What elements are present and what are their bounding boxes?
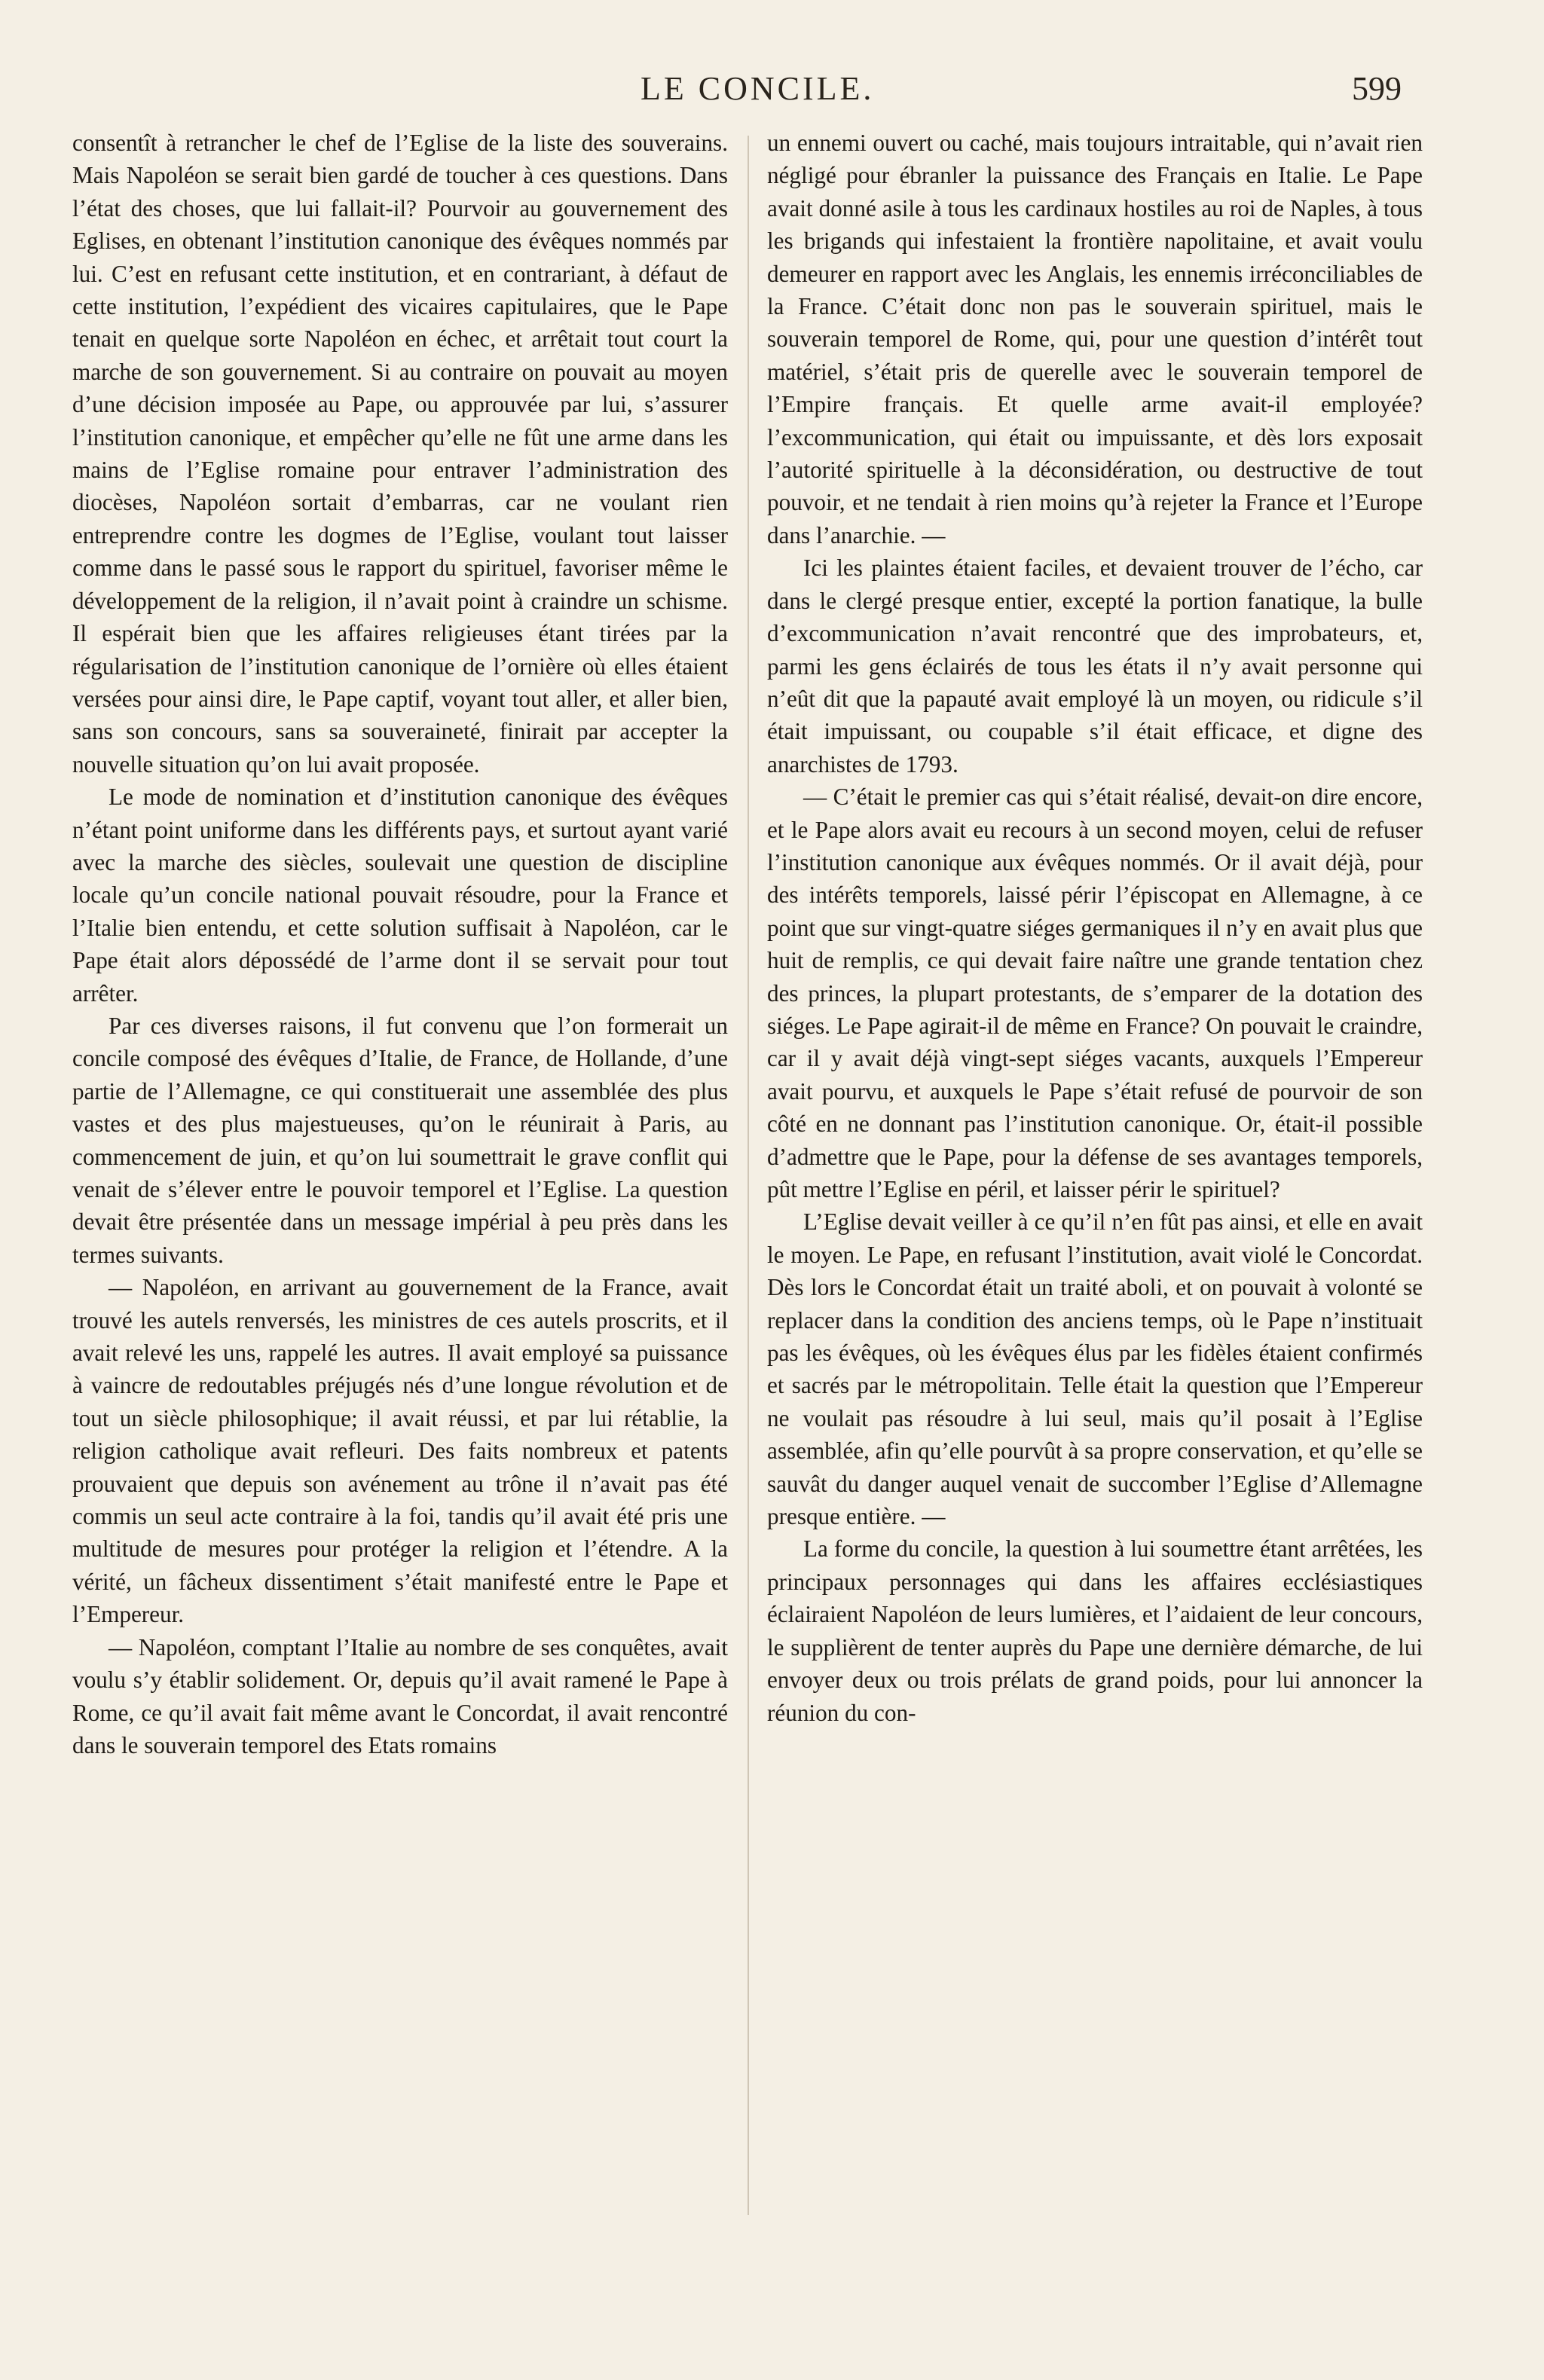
column-divider [748,136,749,2215]
paragraph: L’Eglise devait veiller à ce qu’il n’en fût pas ainsi, et elle en avait le moyen. Le Pape, en refusant l’institution, avait violé le Concordat. Dès lors le Concordat était un traité aboli, et on pouvait à volonté se replacer dans la condition des anciens temps, où le Pape n’instituait pas les évêques, où les évêques élus par les fidèles étaient confirmés et sacrés par le métropolitain. Telle était la question que l’Empereur ne voulait pas résoudre à lui seul, mais qu’il posait à l’Eglise assemblée, afin qu’elle pourvût à sa propre conservation, et qu’elle se sauvât du danger auquel venait de succomber l’Eglise d’Allemagne presque entière. — [767,1208,1423,1530]
running-title: LE CONCILE. [641,70,875,107]
paragraph: La forme du concile, la question à lui soumettre étant arrêtées, les principaux personnages qui dans les affaires ecclésiastiques éclairaient Napoléon de leurs lumières, et l’aidaient de leur concours, le supplièrent de tenter auprès du Pape une dernière démarche, de lui envoyer deux ou trois prélats de grand poids, pour lui annoncer la réunion du con- [767,1535,1423,1726]
left-column [72,127,728,1761]
paragraph: — Napoléon, en arrivant au gouvernement de la France, avait trouvé les autels renversés, les ministres de ces autels proscrits, et il avait relevé les uns, rappelé les autres. Il avait employé sa puissance à vaincre de redoutables préjugés nés d’une longue révolution et de tout un siècle philosophique; il avait réussi, et par lui rétablie, la religion catholique avait refleuri. Des faits nombreux et patents prouvaient que depuis son avénement au trône il n’avait pas été commis un seul acte contraire à la foi, tandis qu’il avait été pris une multitude de mesures pour protéger la religion et l’étendre. A la vérité, un fâcheux dissentiment s’était manifesté entre le Pape et l’Empereur. [72,1274,728,1628]
right-column [767,127,1423,1729]
paragraph: Le mode de nomination et d’institution canonique des évêques n’étant point uniforme dans les différents pays, et surtout ayant varié avec la marche des siècles, soulevait une question de discipline locale qu’un concile national pouvait résoudre, pour la France et l’Italie bien entendu, et cette solution suffisait à Napoléon, car le Pape était alors dépossédé de l’arme dont il se servait pour tout arrêter. [72,784,728,1007]
running-head [0,69,1417,115]
paragraph: Ici les plaintes étaient faciles, et devaient trouver de l’écho, car dans le clergé presque entier, excepté la portion fanatique, la bulle d’excommunication n’avait rencontré que des improbateurs, et, parmi les gens éclairés de tous les états il n’y avait personne qui n’eût dit que la papauté avait employé là un moyen, ou ridicule s’il était impuissant, ou coupable s’il était efficace, et digne des anarchistes de 1793. [767,555,1423,778]
paragraph: Par ces diverses raisons, il fut convenu que l’on formerait un concile composé des évêques d’Italie, de France, de Hollande, d’une partie de l’Allemagne, ce qui constituerait une assemblée des plus vastes et des plus majestueuses, qu’on le réunirait à Paris, au commencement de juin, et qu’on lui soumettrait le grave conflit qui venait de s’élever entre le pouvoir temporel et l’Eglise. La question devait être présentée dans un message impérial à peu près dans les termes suivants. [72,1012,728,1268]
paragraph: — Napoléon, comptant l’Italie au nombre de ses conquêtes, avait voulu s’y établir solidement. Or, depuis qu’il avait ramené le Pape à Rome, ce qu’il avait fait même avant le Concordat, il avait rencontré dans le souverain temporel des Etats romains [72,1633,728,1758]
paragraph: consentît à retrancher le chef de l’Eglise de la liste des souverains. Mais Napoléon se serait bien gardé de toucher à ces questions. Dans l’état des choses, que lui fallait-il? Pourvoir au gouvernement des Eglises, en obtenant l’institution canonique des évêques nommés par lui. C’est en refusant cette institution, et en contrariant, à défaut de cette institution, l’expédient des vicaires capitulaires, que le Pape tenait en quelque sorte Napoléon en échec, et arrêtait tout court la marche de son gouvernement. Si au contraire on pouvait au moyen d’une décision imposée au Pape, ou approuvée par lui, s’assurer l’institution canonique, et empêcher qu’elle ne fût une arme dans les mains de l’Eglise romaine pour entraver l’administration des diocèses, Napoléon sortait d’embarras, car ne voulant rien entreprendre contre les dogmes de l’Eglise, voulant tout laisser comme dans le passé sous le rapport du spirituel, favoriser même le développement de la religion, il n’avait point à craindre un schisme. Il espérait bien que les affaires religieuses étant tirées par la régularisation de l’institution canonique de l’ornière où elles étaient versées pour ainsi dire, le Pape captif, voyant tout aller, et aller bien, sans son concours, sans sa souveraineté, finirait par accepter la nouvelle situation qu’on lui avait proposée. [72,130,728,778]
paragraph: un ennemi ouvert ou caché, mais toujours intraitable, qui n’avait rien négligé pour ébranler la puissance des Français en Italie. Le Pape avait donné asile à tous les cardinaux hostiles au roi de Naples, à tous les brigands qui infestaient la frontière napolitaine, et avait voulu demeurer en rapport avec les Anglais, les ennemis irréconciliables de la France. C’était donc non pas le souverain spirituel, mais le souverain temporel de Rome, qui, pour une question d’intérêt tout matériel, s’était pris de querelle avec le souverain temporel de l’Empire français. Et quelle arme avait-il employée? l’excommunication, qui était ou impuissante, et dès lors exposait l’autorité spirituelle à la déconsidération, ou destructive de tout pouvoir, et ne tendait à rien moins qu’à rejeter la France et l’Europe dans l’anarchie. — [767,130,1423,548]
page-number: 599 [1352,70,1402,107]
paragraph: — C’était le premier cas qui s’était réalisé, devait-on dire encore, et le Pape alors avait eu recours à un second moyen, celui de refuser l’institution canonique aux évêques nommés. Or il avait déjà, pour des intérêts temporels, laissé périr l’épiscopat en Allemagne, à ce point que sur vingt-quatre siéges germaniques il n’y en avait plus que huit de remplis, ce qui devait faire naître une grande tentation chez des princes, la plupart protestants, de s’emparer de la dotation des siéges. Le Pape agirait-il de même en France? On pouvait le craindre, car il y avait déjà vingt-sept siéges vacants, auxquels l’Empereur avait pourvu, et auxquels le Pape s’était refusé de pourvoir de son côté en ne donnant pas l’institution canonique. Or, était-il possible d’admettre que le Pape, pour la défense de ses avantages temporels, pût mettre l’Eglise en péril, et laisser périr le spirituel? [767,784,1423,1202]
